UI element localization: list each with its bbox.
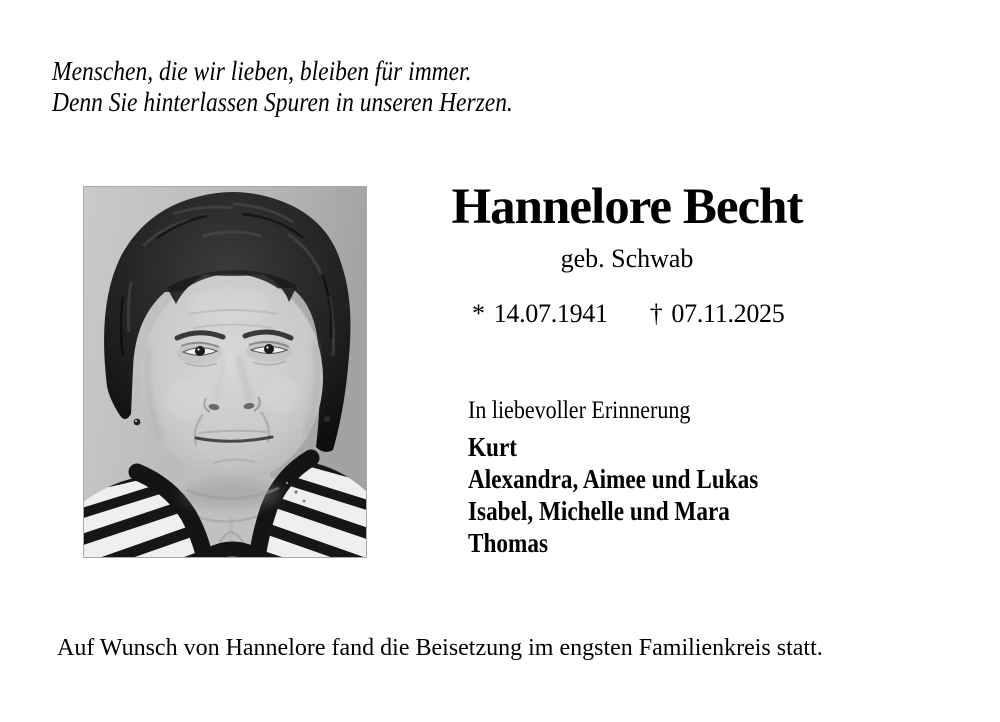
life-dates — [472, 299, 784, 329]
birth-date: 14.07.1941 — [493, 299, 608, 328]
mourner-line: Isabel, Michelle und Mara — [468, 496, 730, 526]
portrait-photo-graphic — [83, 186, 367, 558]
mourners-list — [468, 431, 758, 559]
birth-date-group — [472, 299, 608, 329]
mourner-line: Kurt — [468, 432, 518, 462]
quote-line-2: Denn Sie hinterlassen Spuren in unseren Herzen. — [52, 87, 513, 117]
remembrance-line: In liebevoller Erinnerung — [468, 397, 691, 424]
earring-right — [324, 416, 330, 422]
maiden-name: geb. Schwab — [560, 244, 694, 273]
quote-line-1: Menschen, die wir lieben, bleiben für immer. — [52, 56, 472, 86]
death-cross-symbol: † — [649, 299, 663, 328]
earring-left — [134, 419, 141, 426]
born-star-symbol: * — [472, 299, 485, 328]
deceased-name: Hannelore Becht — [451, 179, 803, 235]
mourner-line: Thomas — [468, 528, 549, 558]
portrait-photo — [83, 186, 367, 558]
memorial-quote — [52, 56, 513, 118]
death-date-group — [650, 299, 785, 329]
mourner-line: Alexandra, Aimee und Lukas — [468, 464, 759, 494]
death-date: 07.11.2025 — [671, 299, 785, 328]
burial-note: Auf Wunsch von Hannelore fand die Beisetzung im engsten Familienkreis statt. — [57, 635, 823, 661]
